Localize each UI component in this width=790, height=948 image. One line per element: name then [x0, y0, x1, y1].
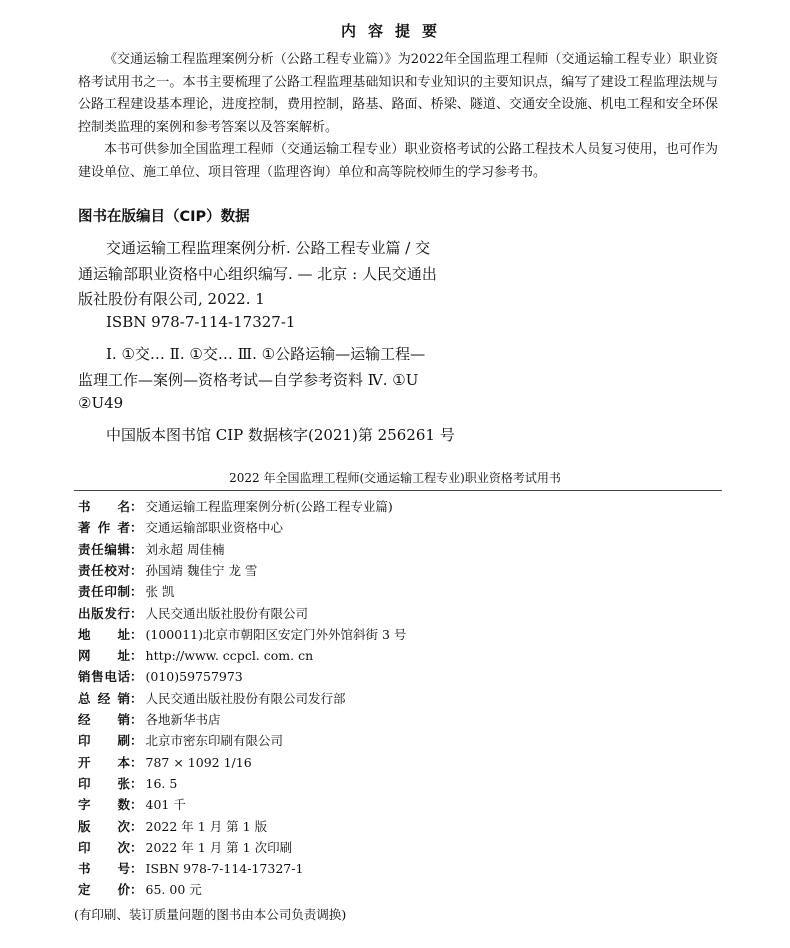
publication-info-value: 787 × 1092 1/16 [145, 754, 252, 770]
label-char: 字 [78, 797, 91, 813]
publication-info-row [78, 646, 313, 666]
publication-info-row [78, 540, 225, 560]
publication-info-label [78, 731, 130, 749]
publication-info-row [78, 667, 243, 687]
publication-info-value: 各地新华书店 [145, 712, 221, 727]
cip-line: 版社股份有限公司, 2022. 1 [78, 290, 265, 308]
cip-isbn: ISBN 978-7-114-17327-1 [106, 313, 296, 331]
publication-info-label [78, 497, 130, 515]
publication-info-value: 65. 00 元 [145, 882, 202, 898]
label-char: 经 [97, 690, 111, 706]
publication-info-value: ISBN 978-7-114-17327-1 [145, 861, 304, 877]
publication-info-label [78, 518, 130, 536]
label-char: 任 [91, 584, 104, 600]
label-char: 书 [78, 499, 91, 514]
label-char: 编 [104, 541, 117, 557]
publication-info-value: 16. 5 [145, 775, 178, 791]
publication-info-label [78, 604, 130, 622]
publication-info-row [78, 582, 175, 602]
publication-info-label [78, 689, 130, 707]
publication-info-value: 北京市密东印刷有限公司 [145, 733, 284, 749]
label-char: 发 [104, 605, 117, 621]
label-char: 电 [104, 669, 117, 685]
label-char: 定 [78, 882, 91, 898]
cip-line: 通运输部职业资格中心组织编写. — 北京 : 人民交通出 [78, 265, 437, 283]
publication-info-value: 人民交通出版社股份有限公司 [145, 605, 309, 621]
label-colon: ： [130, 797, 143, 813]
publication-info-row [78, 731, 283, 751]
label-colon: ： [130, 818, 143, 834]
publication-info-row [78, 518, 283, 538]
label-colon: ： [130, 520, 143, 536]
label-char: 销 [117, 690, 130, 706]
publication-info-value: 孙国靖 魏佳宁 龙 雪 [145, 562, 258, 578]
cip-classification: 监理工作—案例—资格考试—自学参考资料 Ⅳ. ①U [78, 371, 419, 389]
publication-info-label [78, 625, 130, 643]
summary-paragraph-1: 《交通运输工程监理案例分析（公路工程专业篇）》为2022年全国监理工程师（交通运输工程专业）职业资格考试用书之一。本书主要梳理了公路工程监理基础知识和专业知识的主要知识点，编写了建设工程监理法规与公路工程建设基本理论，进度控制，费用控制，路基、路面、桥梁、隧道、交通安全设施、机电工程和安全环保控制类监理的案例和参考答案以及答案解析。 [78, 52, 718, 135]
label-char: 数 [117, 797, 130, 813]
publication-info-value: 刘永超 周佳楠 [145, 541, 225, 557]
label-colon: ： [130, 882, 143, 898]
label-colon: ： [130, 499, 143, 514]
publication-info-row [78, 689, 346, 709]
label-char: 次 [117, 818, 130, 834]
label-char: 张 [117, 775, 130, 791]
publication-info-label [78, 880, 130, 898]
label-char: 销 [117, 712, 130, 727]
publication-info-label [78, 582, 130, 600]
cip-heading: 图书在版编目（CIP）数据 [78, 209, 250, 225]
publication-info-value: 2022 年 1 月 第 1 次印刷 [145, 839, 293, 855]
publication-info-row [78, 880, 202, 900]
label-char: 网 [78, 648, 91, 664]
label-colon: ： [130, 605, 143, 621]
publication-info-row [78, 817, 267, 837]
label-colon: ： [130, 626, 143, 642]
publication-info-label [78, 646, 130, 664]
label-colon: ： [130, 669, 143, 685]
publication-info-value: (010)59757973 [145, 669, 243, 685]
publication-info-value: 人民交通出版社股份有限公司发行部 [145, 690, 346, 706]
label-char: 著 [78, 520, 91, 536]
label-colon: ： [130, 754, 143, 770]
publication-info-row [78, 838, 292, 858]
publication-info-value: (100011)北京市朝阳区安定门外外馆斜街 3 号 [145, 626, 407, 642]
publication-info-label [78, 540, 130, 558]
label-char: 次 [117, 839, 130, 855]
cip-classification: ②U49 [78, 394, 124, 412]
label-char: 印 [78, 839, 91, 855]
label-char: 责 [78, 584, 91, 600]
label-colon: ： [130, 775, 143, 791]
label-char: 责 [78, 541, 91, 557]
label-char: 经 [78, 712, 91, 727]
label-char: 总 [78, 690, 91, 706]
publication-info-row [78, 561, 257, 581]
label-char: 开 [78, 754, 91, 770]
label-char: 印 [78, 775, 91, 791]
label-char: 销 [78, 669, 91, 685]
quality-footnote: (有印刷、装订质量问题的图书由本公司负责调换) [74, 907, 347, 922]
label-char: 辑 [117, 541, 130, 557]
divider [74, 490, 722, 491]
label-char: 书 [78, 861, 91, 877]
label-char: 号 [117, 861, 130, 877]
label-colon: ： [130, 648, 143, 664]
publication-info-label [78, 561, 130, 579]
publication-info-label [78, 859, 130, 877]
publication-info-label [78, 838, 130, 856]
label-char: 作 [97, 520, 111, 536]
label-colon: ： [130, 562, 143, 578]
label-char: 版 [91, 605, 104, 621]
label-char: 校 [104, 562, 117, 578]
series-title: 2022 年全国监理工程师(交通运输工程专业)职业资格考试用书 [229, 471, 561, 485]
label-char: 印 [78, 733, 91, 749]
label-colon: ： [130, 733, 143, 749]
publication-info-row [78, 859, 303, 879]
publication-info-row [78, 753, 252, 773]
label-char: 行 [117, 605, 130, 621]
label-char: 责 [78, 562, 91, 578]
label-char: 版 [78, 818, 91, 834]
cip-classification: Ⅰ. ①交… Ⅱ. ①交… Ⅲ. ①公路运输—运输工程— [106, 345, 426, 363]
summary-paragraph-2: 本书可供参加全国监理工程师（交通运输工程专业）职业资格考试的公路工程技术人员复习使用，也可作为建设单位、施工单位、项目管理（监理咨询）单位和高等院校师生的学习参考书。 [78, 142, 718, 180]
publication-info-row [78, 625, 406, 645]
label-char: 印 [104, 584, 117, 600]
label-char: 地 [78, 626, 91, 642]
publication-info-row [78, 710, 221, 730]
summary-title: 内容提要 [340, 22, 449, 40]
cip-record-number: 中国版本图书馆 CIP 数据核字(2021)第 256261 号 [106, 426, 455, 444]
label-colon: ： [130, 861, 143, 877]
publication-info-row [78, 795, 186, 815]
label-char: 出 [78, 605, 91, 621]
label-char: 名 [117, 499, 130, 514]
label-colon: ： [130, 541, 143, 557]
publication-info-label [78, 817, 130, 835]
label-char: 话 [117, 669, 130, 685]
label-char: 售 [91, 669, 104, 685]
label-char: 本 [117, 754, 130, 770]
publication-info-row [78, 604, 308, 624]
publication-info-label [78, 774, 130, 792]
publication-info-value: 交通运输部职业资格中心 [145, 520, 284, 536]
label-char: 任 [91, 562, 104, 578]
publication-info-value: 张 凯 [145, 584, 175, 600]
publication-info-row [78, 774, 177, 794]
publication-info-value: 2022 年 1 月 第 1 版 [145, 818, 268, 834]
publication-info-value: 交通运输工程监理案例分析(公路工程专业篇) [145, 499, 393, 514]
label-char: 制 [117, 584, 130, 600]
label-char: 对 [117, 562, 130, 578]
label-colon: ： [130, 584, 143, 600]
label-char: 价 [117, 882, 130, 898]
publication-info-value: http://www. ccpcl. com. cn [145, 648, 314, 664]
publication-info-label [78, 753, 130, 771]
label-char: 任 [91, 541, 104, 557]
publication-info-label [78, 795, 130, 813]
publication-info-value: 401 千 [145, 797, 186, 813]
label-char: 址 [117, 648, 130, 664]
label-colon: ： [130, 690, 143, 706]
publication-info-label [78, 710, 130, 728]
label-colon: ： [130, 839, 143, 855]
publication-info-row [78, 497, 393, 517]
label-char: 者 [117, 520, 130, 536]
label-colon: ： [130, 712, 143, 727]
cip-line: 交通运输工程监理案例分析. 公路工程专业篇 / 交 [106, 239, 431, 257]
label-char: 刷 [117, 733, 130, 749]
publication-info-label [78, 667, 130, 685]
label-char: 址 [117, 626, 130, 642]
